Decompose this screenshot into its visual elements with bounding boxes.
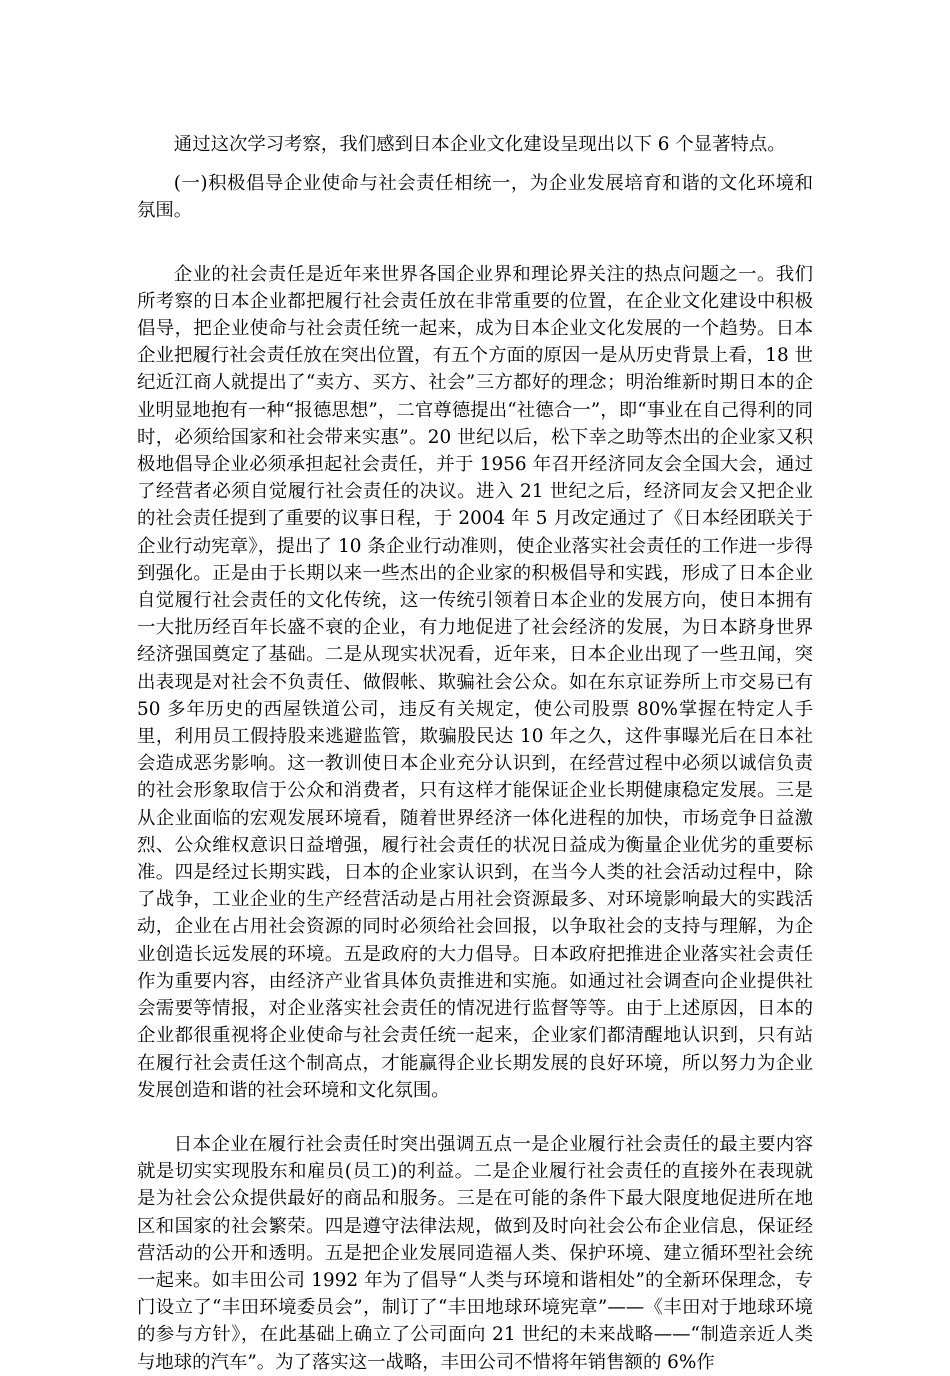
intro-paragraph: 通过这次学习考察，我们感到日本企业文化建设呈现出以下 6 个显著特点。 (173, 134, 786, 155)
section-heading: (一)积极倡导企业使命与社会责任相统一，为企业发展培育和谐的文化环境和氛围。 (137, 173, 813, 222)
document-body (137, 131, 813, 1376)
body-paragraph: 日本企业在履行社会责任时突出强调五点一是企业履行社会责任的最主要内容就是切实实现股东和雇员(员工)的利益。二是企业履行社会责任的直接外在表现就是为社会公众提供最好的商品和服务。三是在可能的条件下最大限度地促进所在地区和国家的社会繁荣。四是遵守法律法规，做到及时向社会公布企业信息，保证经营活动的公开和透明。五是把企业发展同造福人类、保护环境、建立循环型社会统一起来。如丰田公司 1992 年为了倡导“人类与环境和谐相处”的全新环保理念，专门设立了“丰田环境委员会”，制订了“丰田地球环境宪章”——《丰田对于地球环境的参与方针》，在此基础上确立了公司面向 21 世纪的未来战略——“制造亲近人类与地球的汽车”。为了落实这一战略，丰田公司不惜将年销售额的 6%作 (137, 1133, 813, 1373)
body-paragraph: 企业的社会责任是近年来世界各国企业界和理论界关注的热点问题之一。我们所考察的日本企业都把履行社会责任放在非常重要的位置，在企业文化建设中积极倡导，把企业使命与社会责任统一起来，成为日本企业文化发展的一个趋势。日本企业把履行社会责任放在突出位置，有五个方面的原因一是从历史背景上看，18 世纪近江商人就提出了“卖方、买方、社会”三方都好的理念；明治维新时期日本的企业明显地抱有一种“报德思想”，二官尊德提出“社德合一”，即“事业在自己得利的同时，必须给国家和社会带来实惠”。20 世纪以后，松下幸之助等杰出的企业家又积极地倡导企业必须承担起社会责任，并于 1956 年召开经济同友会全国大会，通过了经营者必须自觉履行社会责任的决议。进入 21 世纪之后，经济同友会又把企业的社会责任提到了重要的议事日程，于 2004 年 5 月改定通过了《日本经团联关于企业行动宪章》，提出了 10 条企业行动准则，使企业落实社会责任的工作进一步得到强化。正是由于长期以来一些杰出的企业家的积极倡导和实践，形成了日本企业自觉履行社会责任的文化传统，这一传统引领着日本企业的发展方向，使日本拥有一大批历经百年长盛不衰的企业，有力地促进了社会经济的发展，为日本跻身世界经济强国奠定了基础。二是从现实状况看，近年来，日本企业出现了一些丑闻，突出表现是对社会不负责任、做假帐、欺骗社会公众。如在东京证券所上市交易已有 50 多年历史的西屋铁道公司，违反有关规定，使公司股票 80%掌握在特定人手里，利用员工假持股来逃避监管，欺骗股民达 10 年之久，这件事曝光后在日本社会造成恶劣影响。这一教训使日本企业充分认识到，在经营过程中必须以诚信负责的社会形象取信于公众和消费者，只有这样才能保证企业长期健康稳定发展。三是从企业面临的宏观发展环境看，随着世界经济一体化进程的加快，市场竞争日益激烈、公众维权意识日益增强，履行社会责任的状况日益成为衡量企业优劣的重要标准。四是经过长期实践，日本的企业家认识到，在当今人类的社会活动过程中，除了战争，工业企业的生产经营活动是占用社会资源最多、对环境影响最大的实践活动，企业在占用社会资源的同时必须给社会回报，以争取社会的支持与理解，为企业创造长远发展的环境。五是政府的大力倡导。日本政府把推进企业落实社会责任作为重要内容，由经济产业省具体负责推进和实施。如通过社会调查向企业提供社会需要等情报，对企业落实社会责任的情况进行监督等等。由于上述原因，日本的企业都很重视将企业使命与社会责任统一起来，企业家们都清醒地认识到，只有站在履行社会责任这个制高点，才能赢得企业长期发展的良好环境，所以努力为企业发展创造和谐的社会环境和文化氛围。 (137, 263, 813, 1101)
